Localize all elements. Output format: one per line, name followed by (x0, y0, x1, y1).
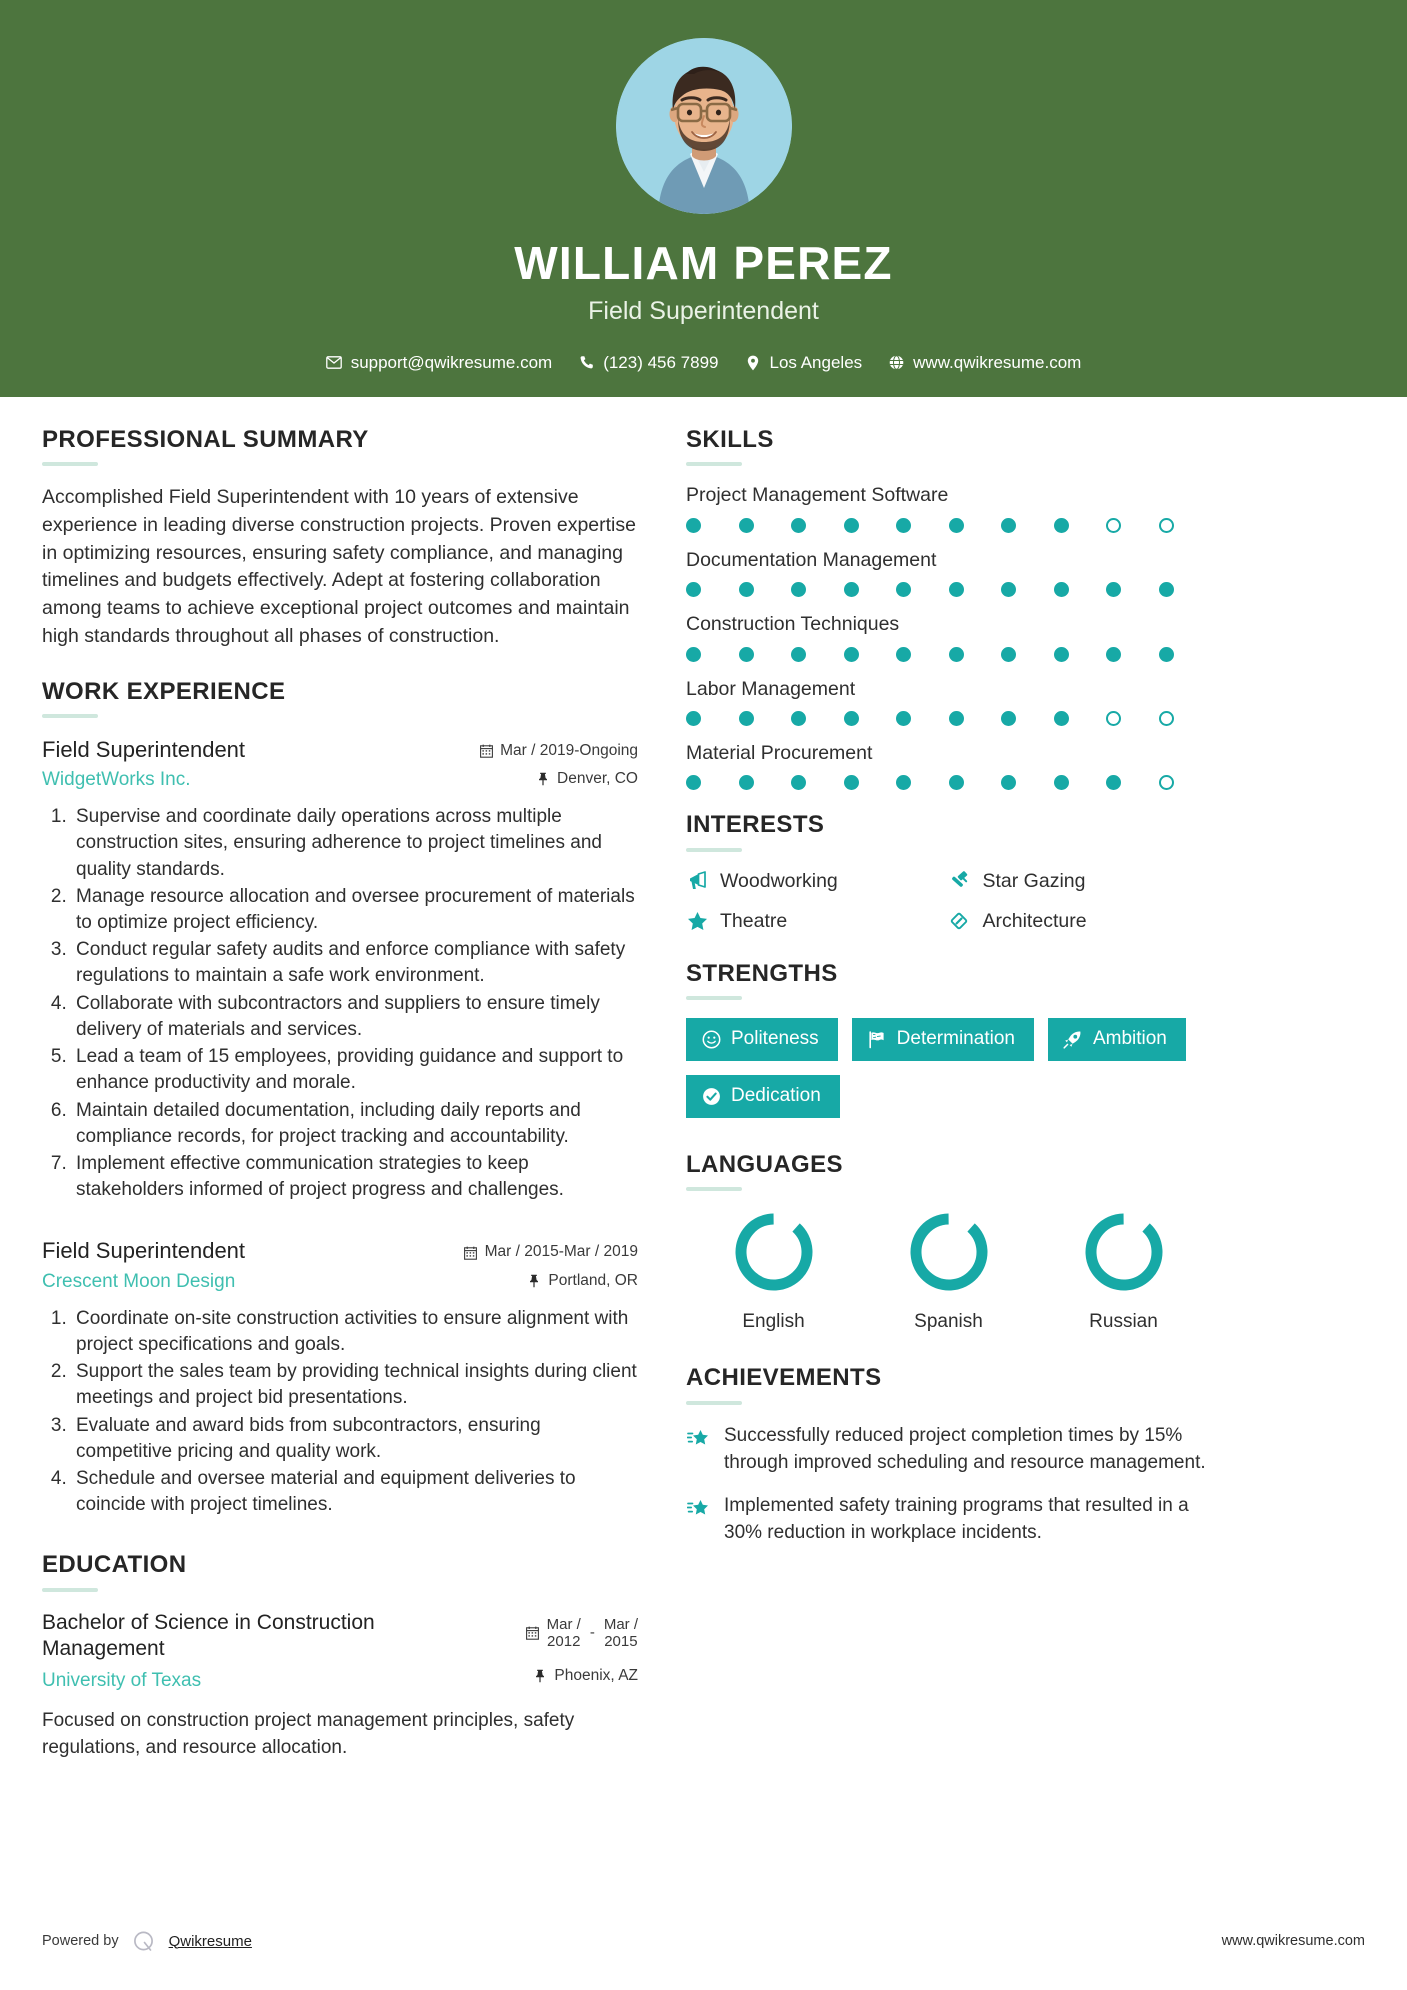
work-company: WidgetWorks Inc. (42, 769, 191, 791)
work-bullet: 2. Support the sales team by providing technical insights during client meetings and project bid presentations. (72, 1359, 638, 1411)
footer-url[interactable]: www.qwikresume.com (1221, 1933, 1365, 1949)
skill-dot-filled (844, 775, 859, 790)
language-item (686, 1209, 861, 1331)
work-title: Field Superintendent (42, 736, 246, 762)
section-divider (42, 1588, 98, 1592)
skill-dot-filled (1001, 518, 1016, 533)
skill-dot-cell (844, 711, 897, 726)
section-achievements (686, 1365, 1211, 1546)
language-item (861, 1209, 1036, 1331)
education-end-year: 2015 (604, 1633, 638, 1651)
skill-item (686, 484, 1211, 532)
strength-label: Ambition (1092, 1028, 1167, 1050)
skill-dot-cell (791, 582, 844, 597)
interest-label: Star Gazing (982, 869, 1086, 892)
work-bullet: 6. Maintain detailed documentation, including daily reports and compliance records, for project tracking and accountability. (72, 1098, 638, 1150)
skill-dot-cell (949, 647, 1002, 662)
skill-dot-filled (896, 582, 911, 597)
skill-dot-cell (844, 518, 897, 533)
envelope-icon (326, 355, 342, 371)
pushpin-icon (527, 1273, 541, 1288)
skill-dot-filled (844, 518, 859, 533)
skill-dot-cell (1001, 775, 1054, 790)
gavel-icon (949, 870, 971, 892)
achievement-text: Implemented safety training programs that resulted in a 30% reduction in workplace incidents. (724, 1494, 1189, 1543)
education-date-separator: - (589, 1624, 595, 1642)
contact-email-text: support@qwikresume.com (350, 353, 553, 372)
skill-dot-filled (1001, 582, 1016, 597)
skill-item (686, 742, 1211, 790)
section-divider (686, 1401, 742, 1405)
skill-dot-cell (791, 711, 844, 726)
work-bullets (42, 804, 638, 1203)
section-header (686, 1152, 1211, 1191)
achievement-item (686, 1423, 1211, 1477)
avatar (616, 38, 792, 214)
skill-dot-cell (1159, 647, 1212, 662)
contact-phone[interactable] (570, 354, 726, 371)
skill-dot-cell (739, 775, 792, 790)
education-location (526, 1666, 638, 1686)
skill-dot-cell (949, 518, 1002, 533)
rocket-icon (1063, 1030, 1083, 1050)
donut-chart (1081, 1209, 1167, 1295)
skill-dot-filled (1159, 582, 1174, 597)
section-divider (686, 1187, 742, 1191)
skill-dot-cell (1001, 582, 1054, 597)
strength-chip (852, 1018, 1034, 1061)
section-title: LANGUAGES (686, 1150, 843, 1178)
donut-chart (731, 1209, 817, 1295)
section-languages (686, 1152, 1211, 1331)
work-dates (479, 741, 638, 761)
skill-dot-cell (1054, 711, 1107, 726)
skill-dot-filled (1106, 647, 1121, 662)
section-title: EDUCATION (42, 1551, 187, 1579)
education-description: Focused on construction project management principles, safety regulations, and resource allocation. (42, 1710, 575, 1759)
language-progress-ring (1081, 1209, 1167, 1295)
contact-phone-text: (123) 456 7899 (603, 353, 719, 372)
skill-dot-filled (949, 711, 964, 726)
work-bullet: 3. Conduct regular safety audits and enforce compliance with safety regulations to maintain a safe work environment. (72, 937, 638, 989)
skill-dot-filled (791, 518, 806, 533)
strength-chip (686, 1018, 838, 1061)
skill-dot-empty (1106, 711, 1121, 726)
language-label: Spanish (914, 1311, 983, 1333)
section-header (686, 961, 1211, 1000)
skill-dot-cell (791, 775, 844, 790)
work-entry (42, 1237, 638, 1518)
skill-rating (686, 711, 1211, 726)
section-header (42, 1552, 638, 1591)
interest-label: Architecture (982, 909, 1087, 932)
skill-dot-filled (844, 647, 859, 662)
interest-item (686, 910, 949, 933)
skill-dot-filled (1001, 647, 1016, 662)
section-title: INTERESTS (686, 811, 825, 839)
skill-dot-filled (791, 582, 806, 597)
pushpin-icon (533, 1669, 547, 1684)
megaphone-icon (686, 870, 708, 892)
skill-dot-cell (1001, 711, 1054, 726)
skill-dot-filled (844, 582, 859, 597)
skill-dot-filled (896, 647, 911, 662)
skill-dot-filled (791, 647, 806, 662)
contact-location[interactable] (737, 354, 871, 371)
skill-dot-filled (1054, 582, 1069, 597)
work-location (464, 1271, 638, 1291)
skill-dot-cell (896, 582, 949, 597)
skill-dot-cell (686, 647, 739, 662)
languages-list (686, 1209, 1211, 1331)
flag-icon (867, 1030, 887, 1050)
skill-dot-filled (1054, 775, 1069, 790)
section-divider (686, 848, 742, 852)
education-dates (526, 1616, 638, 1651)
smiley-icon (701, 1030, 721, 1050)
skill-dot-filled (686, 775, 701, 790)
strength-label: Politeness (731, 1028, 819, 1050)
interest-item (949, 910, 1212, 933)
work-dates-text: Mar / 2015-Mar / 2019 (484, 1243, 638, 1261)
language-item (1036, 1209, 1211, 1331)
skill-dot-filled (686, 711, 701, 726)
skill-dot-cell (791, 647, 844, 662)
skill-dot-cell (949, 582, 1002, 597)
skill-dot-filled (949, 775, 964, 790)
strength-chip (1048, 1018, 1186, 1061)
skill-dot-cell (896, 775, 949, 790)
summary-paragraph: Accomplished Field Superintendent with 10 years of extensive experience in leading diverse construction projects. Proven expertise in optimizing resources, ensuring safety compliance, and managing timelines and budgets effectively. Adept at fostering collaboration among teams to achieve exceptional project outcomes and maintain high standards throughout all phases of construction. (42, 486, 636, 647)
skill-dot-cell (896, 647, 949, 662)
skill-dot-cell (896, 711, 949, 726)
education-school: University of Texas (42, 1669, 202, 1691)
skill-dot-cell (844, 647, 897, 662)
pushpin-icon (536, 772, 550, 787)
skill-label: Construction Techniques (686, 613, 900, 636)
skill-dot-cell (844, 775, 897, 790)
job-role-subtitle: Field Superintendent (588, 297, 819, 325)
work-bullet: 3. Evaluate and award bids from subcontractors, ensuring competitive pricing and quality work. (72, 1413, 638, 1465)
skill-dot-filled (1106, 582, 1121, 597)
section-divider (686, 462, 742, 466)
section-skills (686, 427, 1211, 790)
language-progress-ring (731, 1209, 817, 1295)
work-location (479, 769, 638, 789)
skill-dot-cell (686, 775, 739, 790)
skill-dot-cell (1106, 775, 1159, 790)
resume-body (0, 397, 1407, 1762)
strengths-list (686, 1018, 1211, 1118)
page-title: WILLIAM PEREZ (514, 237, 893, 289)
contact-email[interactable] (318, 354, 561, 371)
section-divider (686, 996, 742, 1000)
contact-location-text: Los Angeles (769, 353, 863, 372)
skill-dot-cell (1001, 647, 1054, 662)
section-title: WORK EXPERIENCE (42, 677, 286, 705)
work-bullet: 4. Schedule and oversee material and equipment deliveries to coincide with project timelines. (72, 1466, 638, 1518)
skill-dot-filled (1106, 775, 1121, 790)
language-progress-ring (906, 1209, 992, 1295)
language-label: English (742, 1311, 805, 1333)
skill-dot-filled (791, 711, 806, 726)
work-dates-text: Mar / 2019-Ongoing (500, 741, 638, 759)
skill-dot-filled (1054, 518, 1069, 533)
section-professional-summary (42, 427, 638, 651)
strength-label: Dedication (731, 1085, 821, 1107)
skill-dot-filled (1001, 775, 1016, 790)
section-header (686, 1365, 1211, 1404)
phone-icon (578, 355, 594, 371)
qwikresume-logo-icon (131, 1928, 157, 1954)
calendar-icon (479, 743, 493, 758)
strength-chip (686, 1075, 840, 1118)
skill-dot-empty (1159, 711, 1174, 726)
section-title: STRENGTHS (686, 959, 838, 987)
globe-icon (888, 355, 904, 371)
skill-rating (686, 647, 1211, 662)
work-bullet: 2. Manage resource allocation and oversee procurement of materials to optimize project efficiency. (72, 884, 638, 936)
section-education (42, 1552, 638, 1761)
work-bullet: 4. Collaborate with subcontractors and suppliers to ensure timely delivery of materials and services. (72, 991, 638, 1043)
skill-dot-filled (686, 518, 701, 533)
left-column (42, 427, 638, 1762)
right-column (686, 427, 1211, 1762)
skill-dot-empty (1106, 518, 1121, 533)
contact-bar (318, 354, 1090, 371)
section-work-experience (42, 679, 638, 1519)
achievement-text: Successfully reduced project completion times by 15% through improved scheduling and resource management. (724, 1424, 1206, 1473)
skill-dot-cell (1001, 518, 1054, 533)
skill-dot-filled (896, 518, 911, 533)
skill-label: Labor Management (686, 677, 856, 700)
work-bullet: 7. Implement effective communication strategies to keep stakeholders informed of project progress and challenges. (72, 1151, 638, 1203)
location-pin-icon (745, 355, 761, 371)
skill-dot-cell (1159, 711, 1212, 726)
page-footer (0, 1928, 1407, 1954)
skill-dot-filled (896, 711, 911, 726)
skill-dot-filled (739, 711, 754, 726)
skill-dot-cell (844, 582, 897, 597)
skill-dot-cell (949, 775, 1002, 790)
education-location-text: Phoenix, AZ (554, 1667, 638, 1685)
skill-item (686, 549, 1211, 597)
skill-dot-filled (949, 582, 964, 597)
ribbon-diamond-icon (949, 910, 971, 932)
section-header (686, 812, 1211, 851)
skill-dot-cell (1106, 711, 1159, 726)
skill-dot-cell (1106, 582, 1159, 597)
work-company: Crescent Moon Design (42, 1270, 236, 1292)
contact-website-text: www.qwikresume.com (913, 353, 1082, 372)
skill-label: Material Procurement (686, 741, 873, 764)
section-interests (686, 812, 1211, 932)
skill-dot-cell (1054, 518, 1107, 533)
skill-item (686, 613, 1211, 661)
skill-dot-filled (1001, 711, 1016, 726)
powered-by (42, 1928, 252, 1954)
donut-chart (906, 1209, 992, 1295)
work-location-text: Denver, CO (557, 770, 638, 788)
skill-dot-filled (739, 775, 754, 790)
skill-dot-cell (949, 711, 1002, 726)
work-bullet: 5. Lead a team of 15 employees, providing guidance and support to enhance productivity and morale. (72, 1044, 638, 1096)
check-circle-icon (701, 1086, 721, 1106)
work-dates (464, 1242, 638, 1262)
interest-item (686, 870, 949, 893)
work-bullet: 1. Supervise and coordinate daily operations across multiple construction sites, ensuring adherence to project timelines and quality standards. (72, 804, 638, 883)
skill-rating (686, 582, 1211, 597)
language-label: Russian (1089, 1311, 1158, 1333)
interest-item (949, 870, 1212, 893)
interest-label: Woodworking (720, 869, 838, 892)
section-title: ACHIEVEMENTS (686, 1364, 882, 1392)
skill-dot-filled (739, 582, 754, 597)
shooting-star-icon (686, 1497, 710, 1521)
skill-dot-filled (739, 518, 754, 533)
calendar-icon (464, 1245, 478, 1260)
skill-dot-filled (686, 647, 701, 662)
section-divider (42, 714, 98, 718)
skill-dot-cell (739, 711, 792, 726)
skill-dot-cell (739, 647, 792, 662)
education-degree: Bachelor of Science in Construction Management (42, 1610, 375, 1661)
shooting-star-icon (686, 1427, 710, 1451)
skill-dot-cell (1106, 647, 1159, 662)
skill-dot-empty (1159, 518, 1174, 533)
star-icon (686, 910, 708, 932)
skill-dot-cell (1054, 775, 1107, 790)
section-strengths (686, 961, 1211, 1118)
powered-by-label: Powered by (42, 1933, 119, 1949)
section-header (686, 427, 1211, 466)
skill-dot-cell (686, 711, 739, 726)
work-entry (42, 736, 638, 1204)
skill-label: Project Management Software (686, 484, 949, 507)
skill-dot-cell (1106, 518, 1159, 533)
skill-dot-filled (949, 518, 964, 533)
education-end-month: Mar / (603, 1615, 638, 1633)
education-entry (42, 1610, 638, 1693)
strength-label: Determination (896, 1028, 1015, 1050)
skill-dot-cell (1054, 647, 1107, 662)
skill-dot-cell (739, 518, 792, 533)
skill-dot-cell (686, 518, 739, 533)
work-bullet: 1. Coordinate on-site construction activities to ensure alignment with project specifications and goals. (72, 1306, 638, 1358)
interest-label: Theatre (720, 909, 788, 932)
achievement-item (686, 1493, 1211, 1547)
qwikresume-brand[interactable]: Qwikresume (168, 1932, 252, 1950)
work-location-text: Portland, OR (548, 1271, 638, 1289)
section-title: PROFESSIONAL SUMMARY (42, 426, 369, 453)
section-divider (42, 462, 98, 466)
skill-rating (686, 775, 1211, 790)
skill-dot-cell (791, 518, 844, 533)
education-start-date (547, 1616, 581, 1651)
contact-website[interactable] (880, 354, 1089, 371)
skill-label: Documentation Management (686, 548, 937, 571)
skill-dot-cell (1159, 582, 1212, 597)
skill-dot-cell (896, 518, 949, 533)
education-start-year: 2012 (547, 1633, 581, 1651)
skill-dot-empty (1159, 775, 1174, 790)
section-title: SKILLS (686, 426, 774, 453)
skill-dot-filled (1159, 647, 1174, 662)
skill-dot-filled (686, 582, 701, 597)
skill-dot-filled (1054, 711, 1069, 726)
interests-list (686, 870, 1211, 933)
skill-dot-filled (896, 775, 911, 790)
skill-dot-cell (1054, 582, 1107, 597)
resume-header (0, 0, 1407, 397)
section-header (42, 427, 638, 466)
calendar-icon (526, 1626, 540, 1641)
skill-dot-filled (844, 711, 859, 726)
skill-dot-cell (1159, 775, 1212, 790)
work-title: Field Superintendent (42, 1238, 246, 1264)
skill-dot-filled (1054, 647, 1069, 662)
skill-dot-cell (1159, 518, 1212, 533)
skill-rating (686, 518, 1211, 533)
section-header (42, 679, 638, 718)
skill-dot-filled (739, 647, 754, 662)
education-end-date (604, 1616, 638, 1651)
work-bullets (42, 1306, 638, 1519)
skill-dot-filled (949, 647, 964, 662)
education-start-month: Mar / (546, 1615, 581, 1633)
skill-dot-cell (686, 582, 739, 597)
skill-item (686, 678, 1211, 726)
skill-dot-cell (739, 582, 792, 597)
skill-dot-filled (791, 775, 806, 790)
